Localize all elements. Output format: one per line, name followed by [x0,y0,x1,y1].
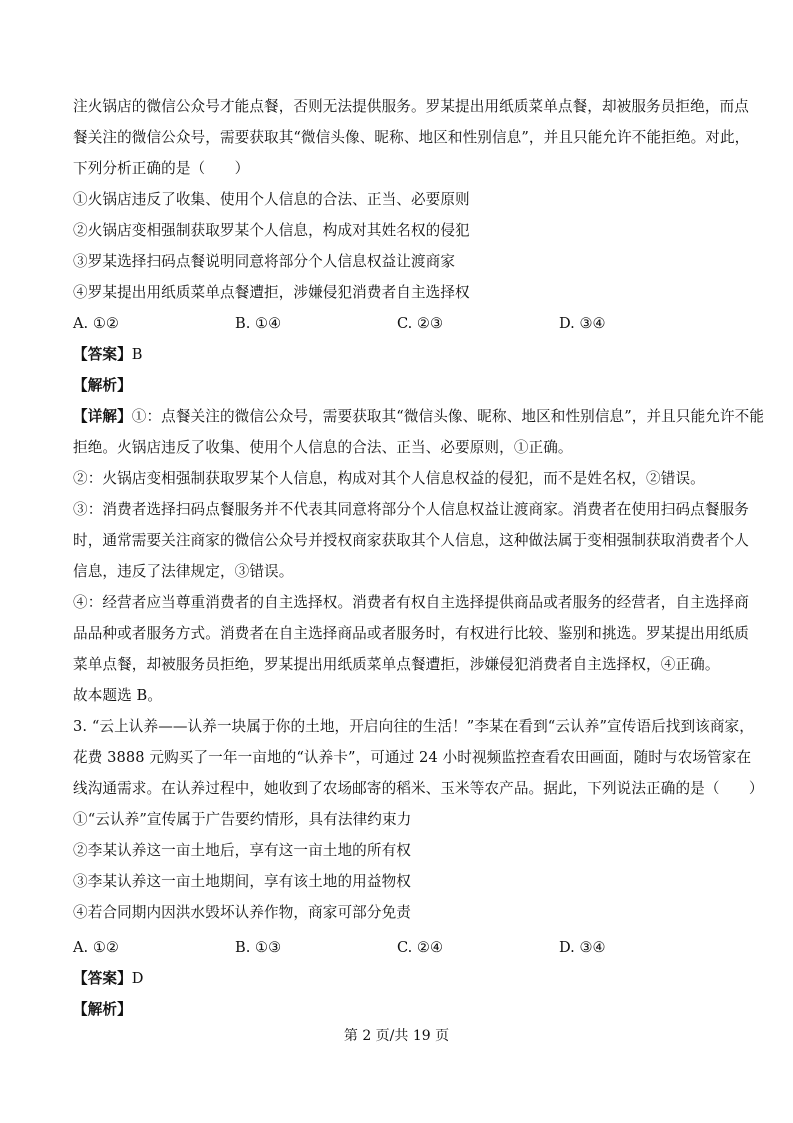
question-3-statement-4: ④若合同期内因洪水毁坏认养作物，商家可部分免责 [73,904,411,921]
question-3-stem-line-3: 线沟通需求。在认养过程中，她收到了农场邮寄的稻米、玉米等农产品。据此，下列说法正确的是（ ） [73,780,764,797]
question-3-option-d: D. ③④ [559,939,606,956]
question-2-analysis-line-8: 品品种或者服务方式。消费者在自主选择商品或者服务时，有权进行比较、鉴别和挑选。罗某提出用纸质 [73,625,749,642]
analysis-label: 【解析】 [73,377,132,394]
question-2-analysis-line-3: ②：火锅店变相强制获取罗某个人信息，构成对其个人信息权益的侵犯，而不是姓名权，②错误。 [73,470,705,487]
question-3-stem-line-1: 3. “云上认养——认养一块属于你的土地，开启向往的生活！”李某在看到“云认养”宣传语后找到该商家， [73,718,754,735]
question-3-statement-2: ②李某认养这一亩土地后，享有这一亩土地的所有权 [73,842,411,859]
question-2-stem-line-3: 下列分析正确的是（ ） [73,160,250,177]
question-3-analysis-heading [73,1000,132,1020]
question-2-statement-4: ④罗某提出用纸质菜单点餐遭拒，涉嫌侵犯消费者自主选择权 [73,284,470,301]
question-3-answer [73,969,144,989]
question-2-analysis-line-9: 菜单点餐，却被服务员拒绝，罗某提出用纸质菜单点餐遭拒，涉嫌侵犯消费者自主选择权，④正确。 [73,656,720,673]
question-3-option-c: C. ②④ [397,939,444,956]
question-2-analysis-line-6: 信息，违反了法律规定，③错误。 [73,563,294,580]
analysis-text: ①：点餐关注的微信公众号，需要获取其“微信头像、昵称、地区和性别信息”，并且只能允许不能 [131,408,765,425]
question-2-option-a: A. ①② [73,315,119,332]
question-2-analysis-line-1 [73,407,764,427]
question-2-option-b: B. ①④ [235,315,282,332]
question-2-analysis-line-5: 时，通常需要关注商家的微信公众号并授权商家获取其个人信息，这种做法属于变相强制获取消费者个人 [73,532,749,549]
question-3-option-a: A. ①② [73,939,119,956]
question-2-conclusion: 故本题选 B。 [73,687,163,704]
question-2-statement-3: ③罗某选择扫码点餐说明同意将部分个人信息权益让渡商家 [73,253,456,270]
question-2-stem-line-1: 注火锅店的微信公众号才能点餐，否则无法提供服务。罗某提出用纸质菜单点餐，却被服务员拒绝，而点 [73,98,749,115]
question-3-stem-line-2: 花费 3888 元购买了一年一亩地的“认养卡”，可通过 24 小时视频监控查看农田画面，随时与农场管家在 [73,749,752,766]
question-3-option-b: B. ①③ [235,939,282,956]
page-number-footer: 第 2 页/共 19 页 [343,1028,450,1044]
answer-label: 【答案】 [73,346,132,363]
question-3-statement-1: ①“云认养”宣传属于广告要约情形，具有法律约束力 [73,811,412,828]
question-2-answer [73,345,143,365]
answer-value: D [131,970,144,987]
question-2-analysis-line-7: ④：经营者应当尊重消费者的自主选择权。消费者有权自主选择提供商品或者服务的经营者，自主选择商 [73,594,749,611]
detail-label: 【详解】 [73,408,132,425]
answer-value: B [131,346,143,363]
answer-label: 【答案】 [73,970,132,987]
question-2-analysis-line-2: 拒绝。火锅店违反了收集、使用个人信息的合法、正当、必要原则，①正确。 [73,439,573,456]
question-2-stem-line-2: 餐关注的微信公众号，需要获取其“微信头像、昵称、地区和性别信息”，并且只能允许不能拒绝。对此， [73,129,750,146]
question-3-statement-3: ③李某认养这一亩土地期间，享有该土地的用益物权 [73,873,411,890]
question-2-option-d: D. ③④ [559,315,606,332]
question-2-option-c: C. ②③ [397,315,444,332]
question-2-statement-2: ②火锅店变相强制获取罗某个人信息，构成对其姓名权的侵犯 [73,222,470,239]
question-2-analysis-line-4: ③：消费者选择扫码点餐服务并不代表其同意将部分个人信息权益让渡商家。消费者在使用扫码点餐服务 [73,501,749,518]
analysis-label: 【解析】 [73,1001,132,1018]
question-2-statement-1: ①火锅店违反了收集、使用个人信息的合法、正当、必要原则 [73,191,470,208]
question-2-analysis-heading [73,376,132,396]
